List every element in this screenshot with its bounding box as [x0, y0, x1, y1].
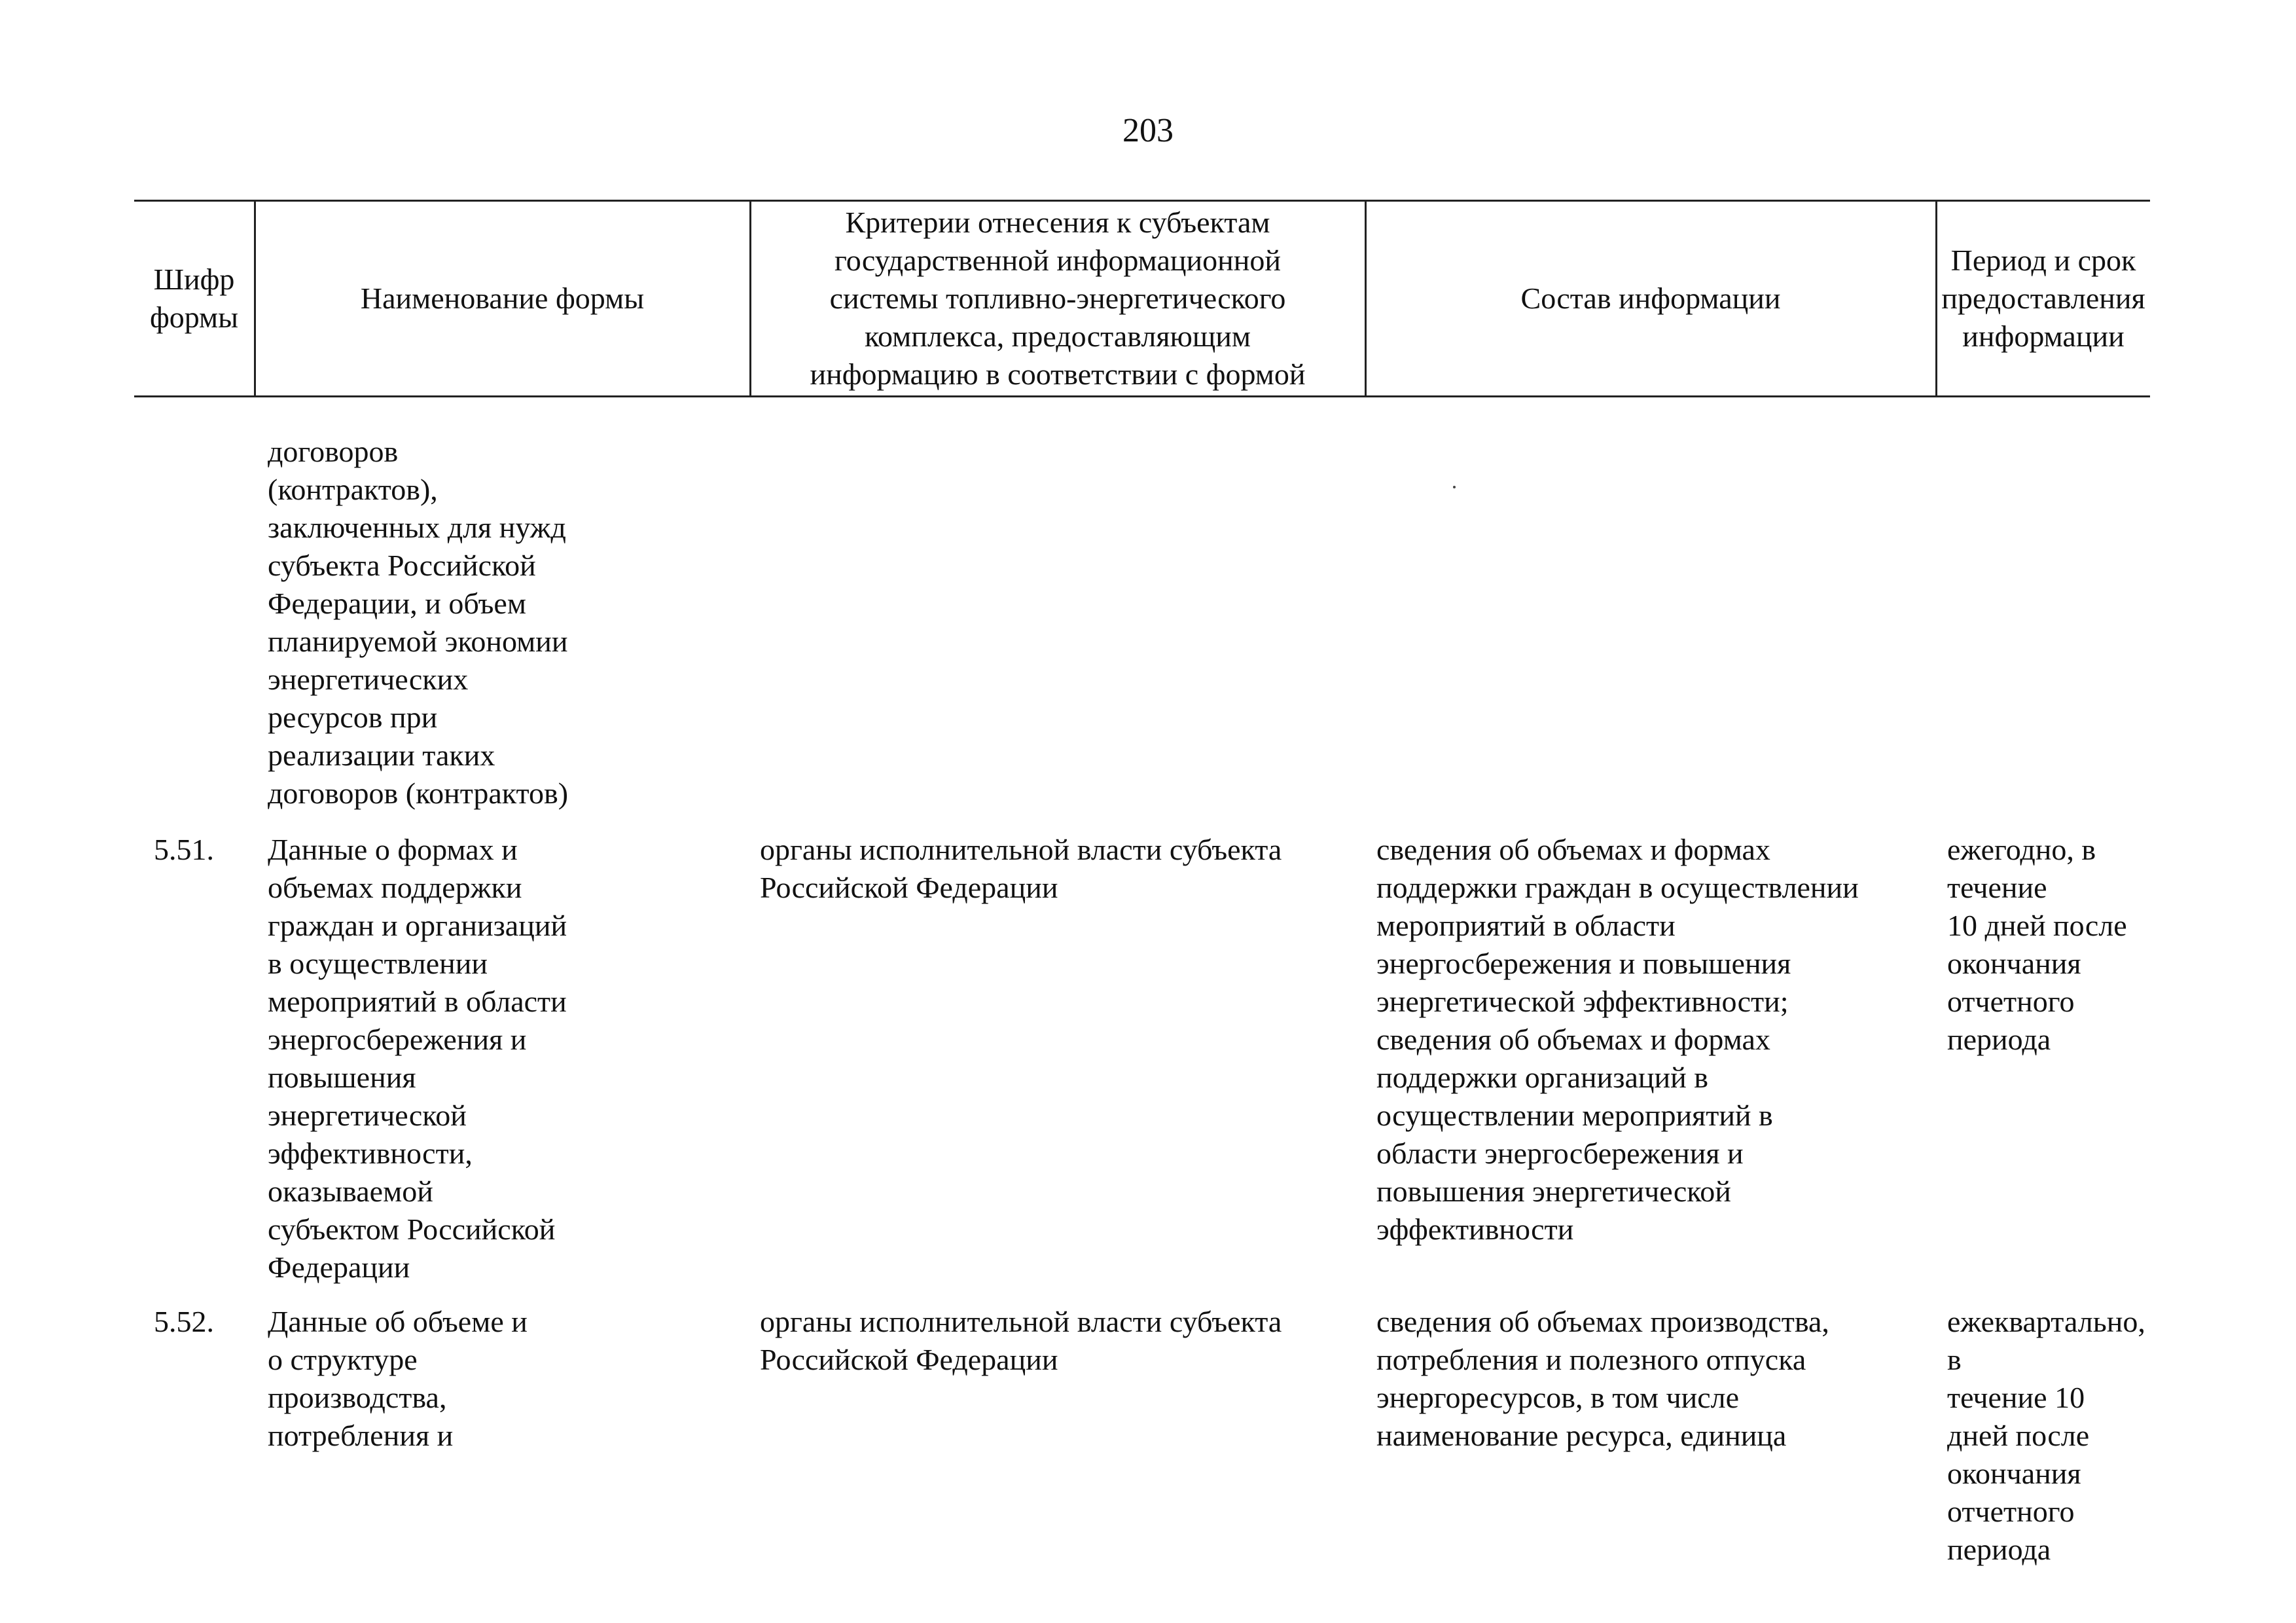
row-info: сведения об объемах производства, потребления и полезного отпуска энергоресурсов, в том числе наименование ресурса, единица: [1376, 1305, 1829, 1452]
page-number: 203: [1122, 112, 1174, 149]
scan-speck: [1453, 486, 1456, 488]
row-form-name: Данные о формах и объемах поддержки граждан и организаций в осуществлении мероприятий в области энергосбережения и повышения энергетической эффективности, оказываемой субъектом Российской Федерации: [268, 833, 567, 1284]
header-form-name-text: Наименование формы: [360, 282, 645, 315]
header-period-text: Период и срок предоставления информации: [1941, 244, 2145, 353]
header-criteria: [751, 202, 1365, 395]
header-form-name: [255, 202, 749, 395]
row-info: сведения об объемах и формах поддержки граждан в осуществлении мероприятий в области энергосбережения и повышения энергетической эффективности; сведения об объемах и формах поддержки организаций в осуществлении мероприятий в области энергосбережения и повышения энергетической эффективности: [1376, 833, 1859, 1246]
header-code-text: Шифр формы: [149, 263, 239, 334]
row-criteria: органы исполнительной власти субъекта Российской Федерации: [760, 833, 1282, 904]
row-code: 5.51.: [154, 833, 214, 866]
row-criteria: органы исполнительной власти субъекта Российской Федерации: [760, 1305, 1282, 1376]
row-period: ежегодно, в течение 10 дней после окончания отчетного периода: [1947, 833, 2127, 1056]
header-period: [1937, 202, 2150, 395]
row-code: 5.52.: [154, 1305, 214, 1338]
forms-table: [134, 200, 2150, 1566]
table-header: [134, 200, 2150, 397]
header-info-composition-text: Состав информации: [1520, 282, 1781, 315]
row-form-name: Данные об объеме и о структуре производства, потребления и: [268, 1305, 528, 1452]
header-info-composition: [1366, 202, 1935, 395]
continuation-form-name: договоров (контрактов), заключенных для нужд субъекта Российской Федерации, и объем планируемой экономии энергетических ресурсов при реализации таких договоров (контрактов): [268, 435, 569, 810]
header-criteria-text: Критерии отнесения к субъектам государственной информационной системы топливно-энергетического комплекса, предоставляющим информацию в соответствии с формой: [810, 206, 1306, 391]
row-period: ежеквартально, в течение 10 дней после окончания отчетного периода: [1947, 1305, 2145, 1566]
header-code: [134, 202, 254, 395]
